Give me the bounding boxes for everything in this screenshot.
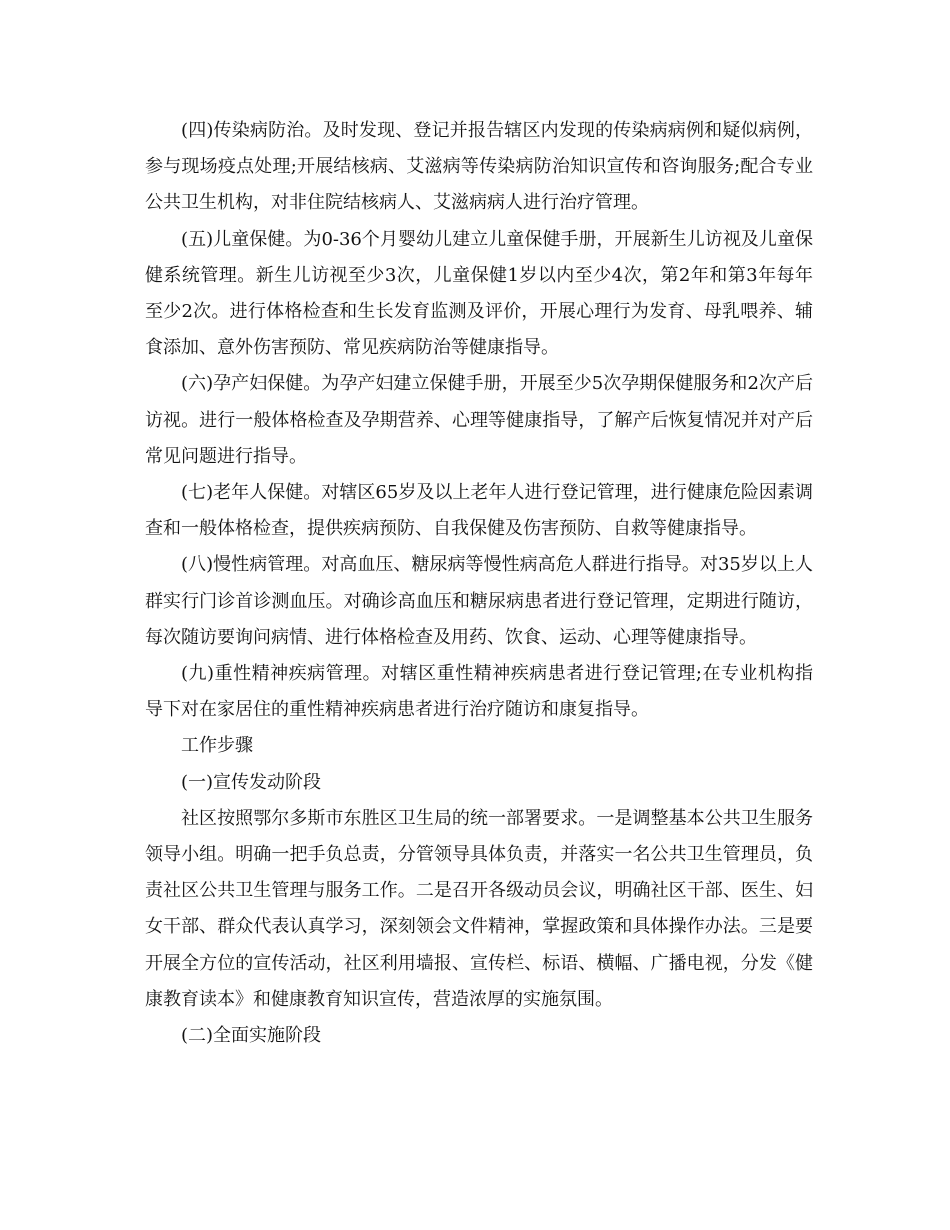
paragraph-mental-illness: (九)重性精神疾病管理。对辖区重性精神疾病患者进行登记管理;在专业机构指导下对在家居住的重性精神疾病患者进行治疗随访和康复指导。 (145, 663, 813, 721)
document-body (145, 113, 813, 1054)
paragraph-chronic-disease: (八)慢性病管理。对高血压、糖尿病等慢性病高危人群进行指导。对35岁以上人群实行门诊首诊测血压。对确诊高血压和糖尿病患者进行登记管理，定期进行随访，每次随访要询问病情、进行体格检查及用药、饮食、运动、心理等健康指导。 (145, 554, 813, 648)
section-heading-work-steps: 工作步骤 (181, 735, 253, 757)
paragraph-infectious-disease: (四)传染病防治。及时发现、登记并报告辖区内发现的传染病病例和疑似病例，参与现场疫点处理;开展结核病、艾滋病等传染病防治知识宣传和咨询服务;配合专业公共卫生机构，对非住院结核病人、艾滋病病人进行治疗管理。 (145, 120, 813, 214)
paragraph-elderly-health: (七)老年人保健。对辖区65岁及以上老年人进行登记管理，进行健康危险因素调查和一般体格检查，提供疾病预防、自我保健及伤害预防、自救等健康指导。 (145, 482, 813, 540)
subheading-publicity-stage: (一)宣传发动阶段 (181, 771, 322, 793)
subheading-implementation-stage: (二)全面实施阶段 (181, 1025, 322, 1047)
paragraph-publicity-stage: 社区按照鄂尔多斯市东胜区卫生局的统一部署要求。一是调整基本公共卫生服务领导小组。明确一把手负总责，分管领导具体负责，并落实一名公共卫生管理员，负责社区公共卫生管理与服务工作。二是召开各级动员会议，明确社区干部、医生、妇女干部、群众代表认真学习，深刻领会文件精神，掌握政策和具体操作办法。三是要开展全方位的宣传活动，社区利用墙报、宣传栏、标语、横幅、广播电视，分发《健康教育读本》和健康教育知识宣传，营造浓厚的实施氛围。 (145, 807, 813, 1010)
paragraph-maternal-health: (六)孕产妇保健。为孕产妇建立保健手册，开展至少5次孕期保健服务和2次产后访视。进行一般体格检查及孕期营养、心理等健康指导，了解产后恢复情况并对产后常见问题进行指导。 (145, 373, 813, 467)
paragraph-child-health: (五)儿童保健。为0-36个月婴幼儿建立儿童保健手册，开展新生儿访视及儿童保健系统管理。新生儿访视至少3次，儿童保健1岁以内至少4次，第2年和第3年每年至少2次。进行体格检查和生长发育监测及评价，开展心理行为发育、母乳喂养、辅食添加、意外伤害预防、常见疾病防治等健康指导。 (145, 228, 813, 359)
